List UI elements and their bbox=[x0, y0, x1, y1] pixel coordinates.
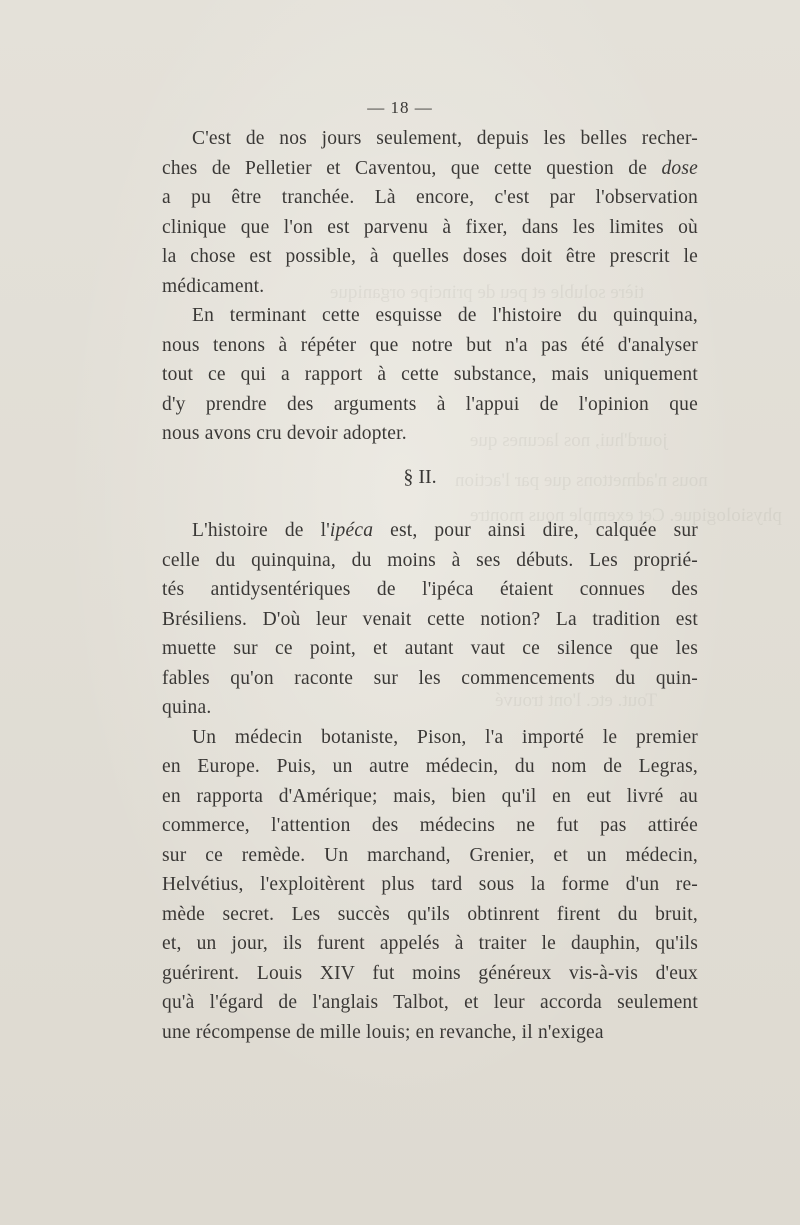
text-line: une récompense de mille louis; en revanche, il n'exigea bbox=[162, 1021, 604, 1043]
bleed-through-text: physiologique. Cet exemple nous montre bbox=[470, 505, 782, 526]
text-line: qu'à l'égard de l'anglais Talbot, et leur accorda seulement bbox=[162, 992, 698, 1013]
text-line: fables qu'on raconte sur les commencements du quin- bbox=[162, 667, 698, 689]
text-line: En terminant cette esquisse de l'histoire du quinquina, bbox=[192, 305, 698, 326]
text-line: muette sur ce point, et autant vaut ce silence que les bbox=[162, 638, 698, 659]
text-block-top bbox=[162, 124, 698, 449]
text-line: ches de Pelletier et Caventou, que cette question de dose bbox=[162, 157, 698, 179]
text-line: guérirent. Louis XIV fut moins généreux vis-à-vis d'eux bbox=[162, 962, 698, 984]
text-line: d'y prendre des arguments à l'appui de l'opinion que bbox=[162, 393, 698, 415]
bleed-through-text: tière soluble et peu de principe organique bbox=[330, 282, 645, 303]
text-line: sur ce remède. Un marchand, Grenier, et un médecin, bbox=[162, 844, 698, 866]
text-line: clinique que l'on est parvenu à fixer, dans les limites où bbox=[162, 216, 698, 238]
text-line: quina. bbox=[162, 697, 212, 718]
text-line: a pu être tranchée. Là encore, c'est par l'observation bbox=[162, 187, 698, 208]
section-heading: § II. bbox=[403, 466, 437, 488]
text-line: celle du quinquina, du moins à ses débuts. Les proprié- bbox=[162, 549, 698, 571]
text-line: L'histoire de l'ipéca est, pour ainsi dire, calquée sur bbox=[192, 520, 698, 541]
text-line: en rapporta d'Amérique; mais, bien qu'il en eut livré au bbox=[162, 785, 698, 807]
bleed-through-text: Tout. etc. l'ont trouvé bbox=[495, 690, 657, 711]
text-block-bottom bbox=[162, 516, 698, 1047]
text-line: nous tenons à répéter que notre but n'a pas été d'analyser bbox=[162, 334, 698, 356]
bleed-through-text: nous n'admettons que par l'action bbox=[455, 470, 708, 491]
text-line: commerce, l'attention des médecins ne fut pas attirée bbox=[162, 815, 698, 836]
text-line: tout ce qui a rapport à cette substance, mais uniquement bbox=[162, 364, 698, 385]
text-line: Un médecin botaniste, Pison, l'a importé le premier bbox=[192, 726, 698, 748]
text-line: C'est de nos jours seulement, depuis les belles recher- bbox=[192, 128, 698, 149]
text-line: nous avons cru devoir adopter. bbox=[162, 423, 407, 444]
bleed-through-text: jourd'hui, nos lacunes que bbox=[470, 430, 668, 451]
text-line: mède secret. Les succès qu'ils obtinrent firent du bruit, bbox=[162, 903, 698, 925]
text-line: la chose est possible, à quelles doses doit être prescrit le bbox=[162, 246, 698, 267]
text-line: et, un jour, ils furent appelés à traiter le dauphin, qu'ils bbox=[162, 933, 698, 954]
text-line: Helvétius, l'exploitèrent plus tard sous la forme d'un re- bbox=[162, 874, 698, 895]
text-line: Brésiliens. D'où leur venait cette notion? La tradition est bbox=[162, 608, 698, 630]
text-line: tés antidysentériques de l'ipéca étaient connues des bbox=[162, 579, 698, 600]
text-line: en Europe. Puis, un autre médecin, du nom de Legras, bbox=[162, 756, 698, 777]
page-number: — 18 — bbox=[367, 98, 433, 117]
text-line: médicament. bbox=[162, 275, 265, 297]
